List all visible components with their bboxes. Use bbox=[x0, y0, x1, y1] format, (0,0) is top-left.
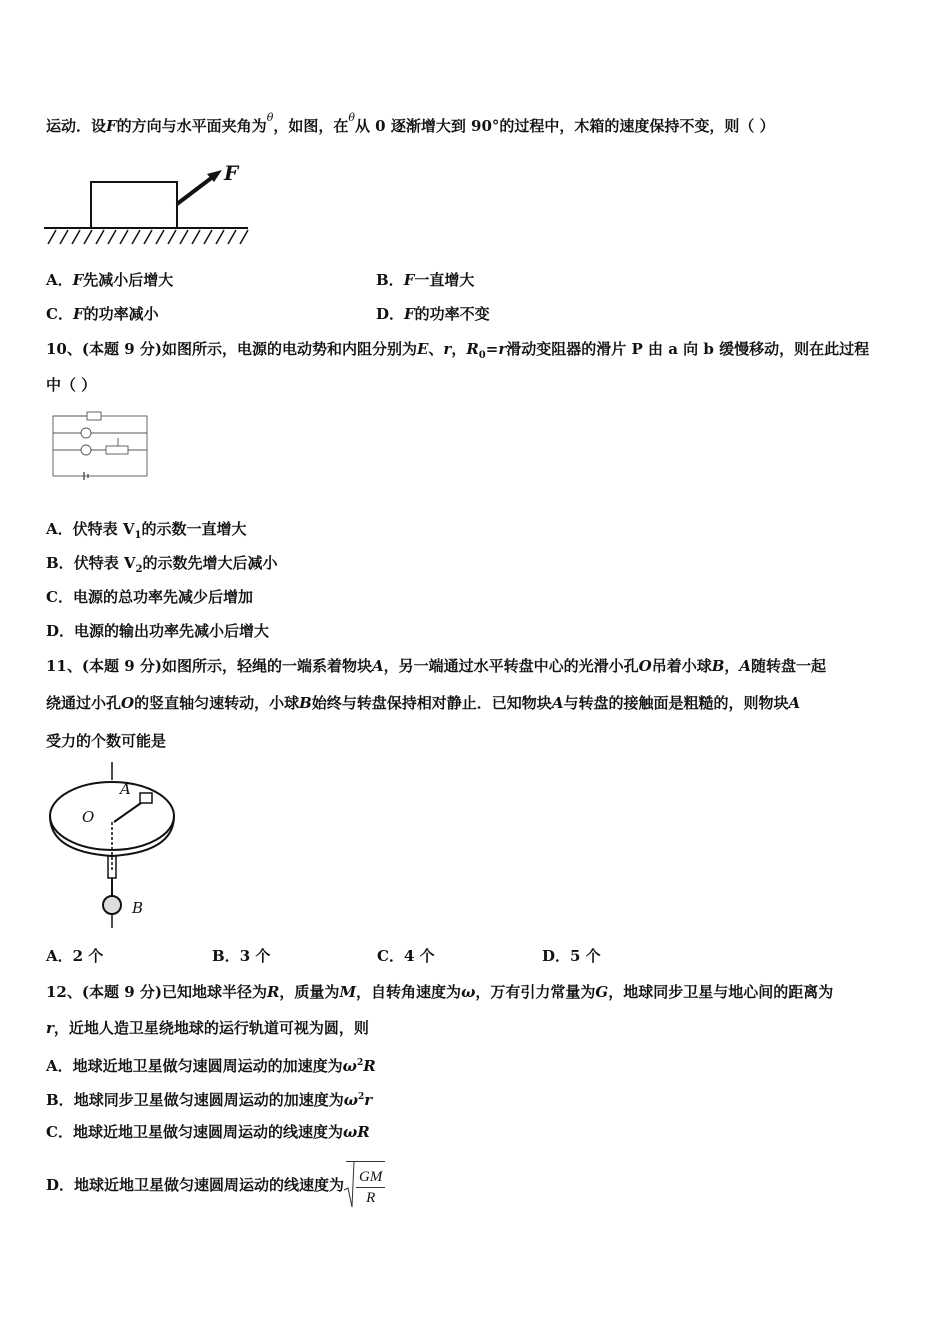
force-label: F bbox=[224, 161, 239, 185]
q12-option-b[interactable]: B．地球同步卫星做匀速圆周运动的加速度为$\omega^2r$ bbox=[46, 1091, 373, 1109]
label-b: B bbox=[132, 899, 144, 917]
q10-option-c[interactable]: C．电源的总功率先减少后增加 bbox=[46, 588, 253, 606]
q12-option-c[interactable]: C．地球近地卫星做匀速圆周运动的线速度为ωR bbox=[46, 1123, 370, 1141]
fraction: $\frac{GM}{R}$ bbox=[356, 1167, 385, 1208]
q10-option-d[interactable]: D．电源的输出功率先减小后增大 bbox=[46, 622, 270, 640]
q11-stem-line1: 11、(本题 9 分)如图所示，轻绳的一端系着物块A，另一端通过水平转盘中心的光滑小孔O吊着小球B，A随转盘一起 bbox=[46, 657, 827, 675]
q11-option-b[interactable]: B．3 个 bbox=[212, 947, 271, 965]
q9-option-d[interactable]: D．F的功率不变 bbox=[376, 305, 490, 323]
q12-option-d[interactable]: D．地球近地卫星做匀速圆周运动的线速度为 $\frac{GM}{R}$ bbox=[46, 1160, 385, 1210]
q11-option-c[interactable]: C．4 个 bbox=[377, 947, 435, 965]
q12-stem-line1: 12、(本题 9 分)已知地球半径为R，质量为M，自转角速度为ω，万有引力常量为G，地球同步卫星与地心间的距离为 bbox=[46, 983, 834, 1001]
q11-option-d[interactable]: D．5 个 bbox=[542, 947, 601, 965]
q10-option-b[interactable]: B．伏特表 $V_2$的示数先增大后减小 bbox=[46, 554, 278, 575]
q10-stem-line1: 10、(本题 9 分)如图所示，电源的电动势和内阻分别为E、r，$R_0=r$滑动变阻器的滑片 P 由 a 向 b 缓慢移动，则在此过程 bbox=[46, 340, 870, 361]
q12-option-a[interactable]: A．地球近地卫星做匀速圆周运动的加速度为$\omega^2R$ bbox=[46, 1057, 376, 1075]
sqrt-expression bbox=[346, 1161, 385, 1212]
q11-stem-line2: 绕通过小孔O的竖直轴匀速转动，小球B始终与转盘保持相对静止．已知物块A与转盘的接触面是粗糙的，则物块A bbox=[46, 694, 801, 712]
q9-stem-line1: 运动．设F的方向与水平面夹角为$^\theta$，如图，在$^\theta$从 0 逐渐增大到 90°的过程中，木箱的速度保持不变，则（ ） bbox=[46, 111, 775, 135]
theta-symbol: θ bbox=[348, 111, 355, 124]
label-a: A bbox=[120, 780, 131, 798]
q9-option-b[interactable]: B．F一直增大 bbox=[376, 271, 475, 289]
label-o: O bbox=[82, 808, 95, 826]
q10-circuit-figure bbox=[52, 408, 152, 490]
q10-option-a[interactable]: A．伏特表 $V_1$的示数一直增大 bbox=[46, 520, 247, 541]
q11-option-a[interactable]: A．2 个 bbox=[46, 947, 104, 965]
q11-stem-line3: 受力的个数可能是 bbox=[46, 732, 167, 750]
q11-turntable-figure bbox=[46, 760, 186, 935]
q9-option-c[interactable]: C．F的功率减小 bbox=[46, 305, 159, 323]
q10-stem-line2: 中（ ） bbox=[46, 376, 97, 394]
q9-option-a[interactable]: A．F先减小后增大 bbox=[46, 271, 174, 289]
theta-symbol: θ bbox=[266, 111, 274, 124]
q9-box-figure bbox=[44, 158, 254, 248]
q12-stem-line2: r，近地人造卫星绕地球的运行轨道可视为圆，则 bbox=[46, 1019, 369, 1037]
